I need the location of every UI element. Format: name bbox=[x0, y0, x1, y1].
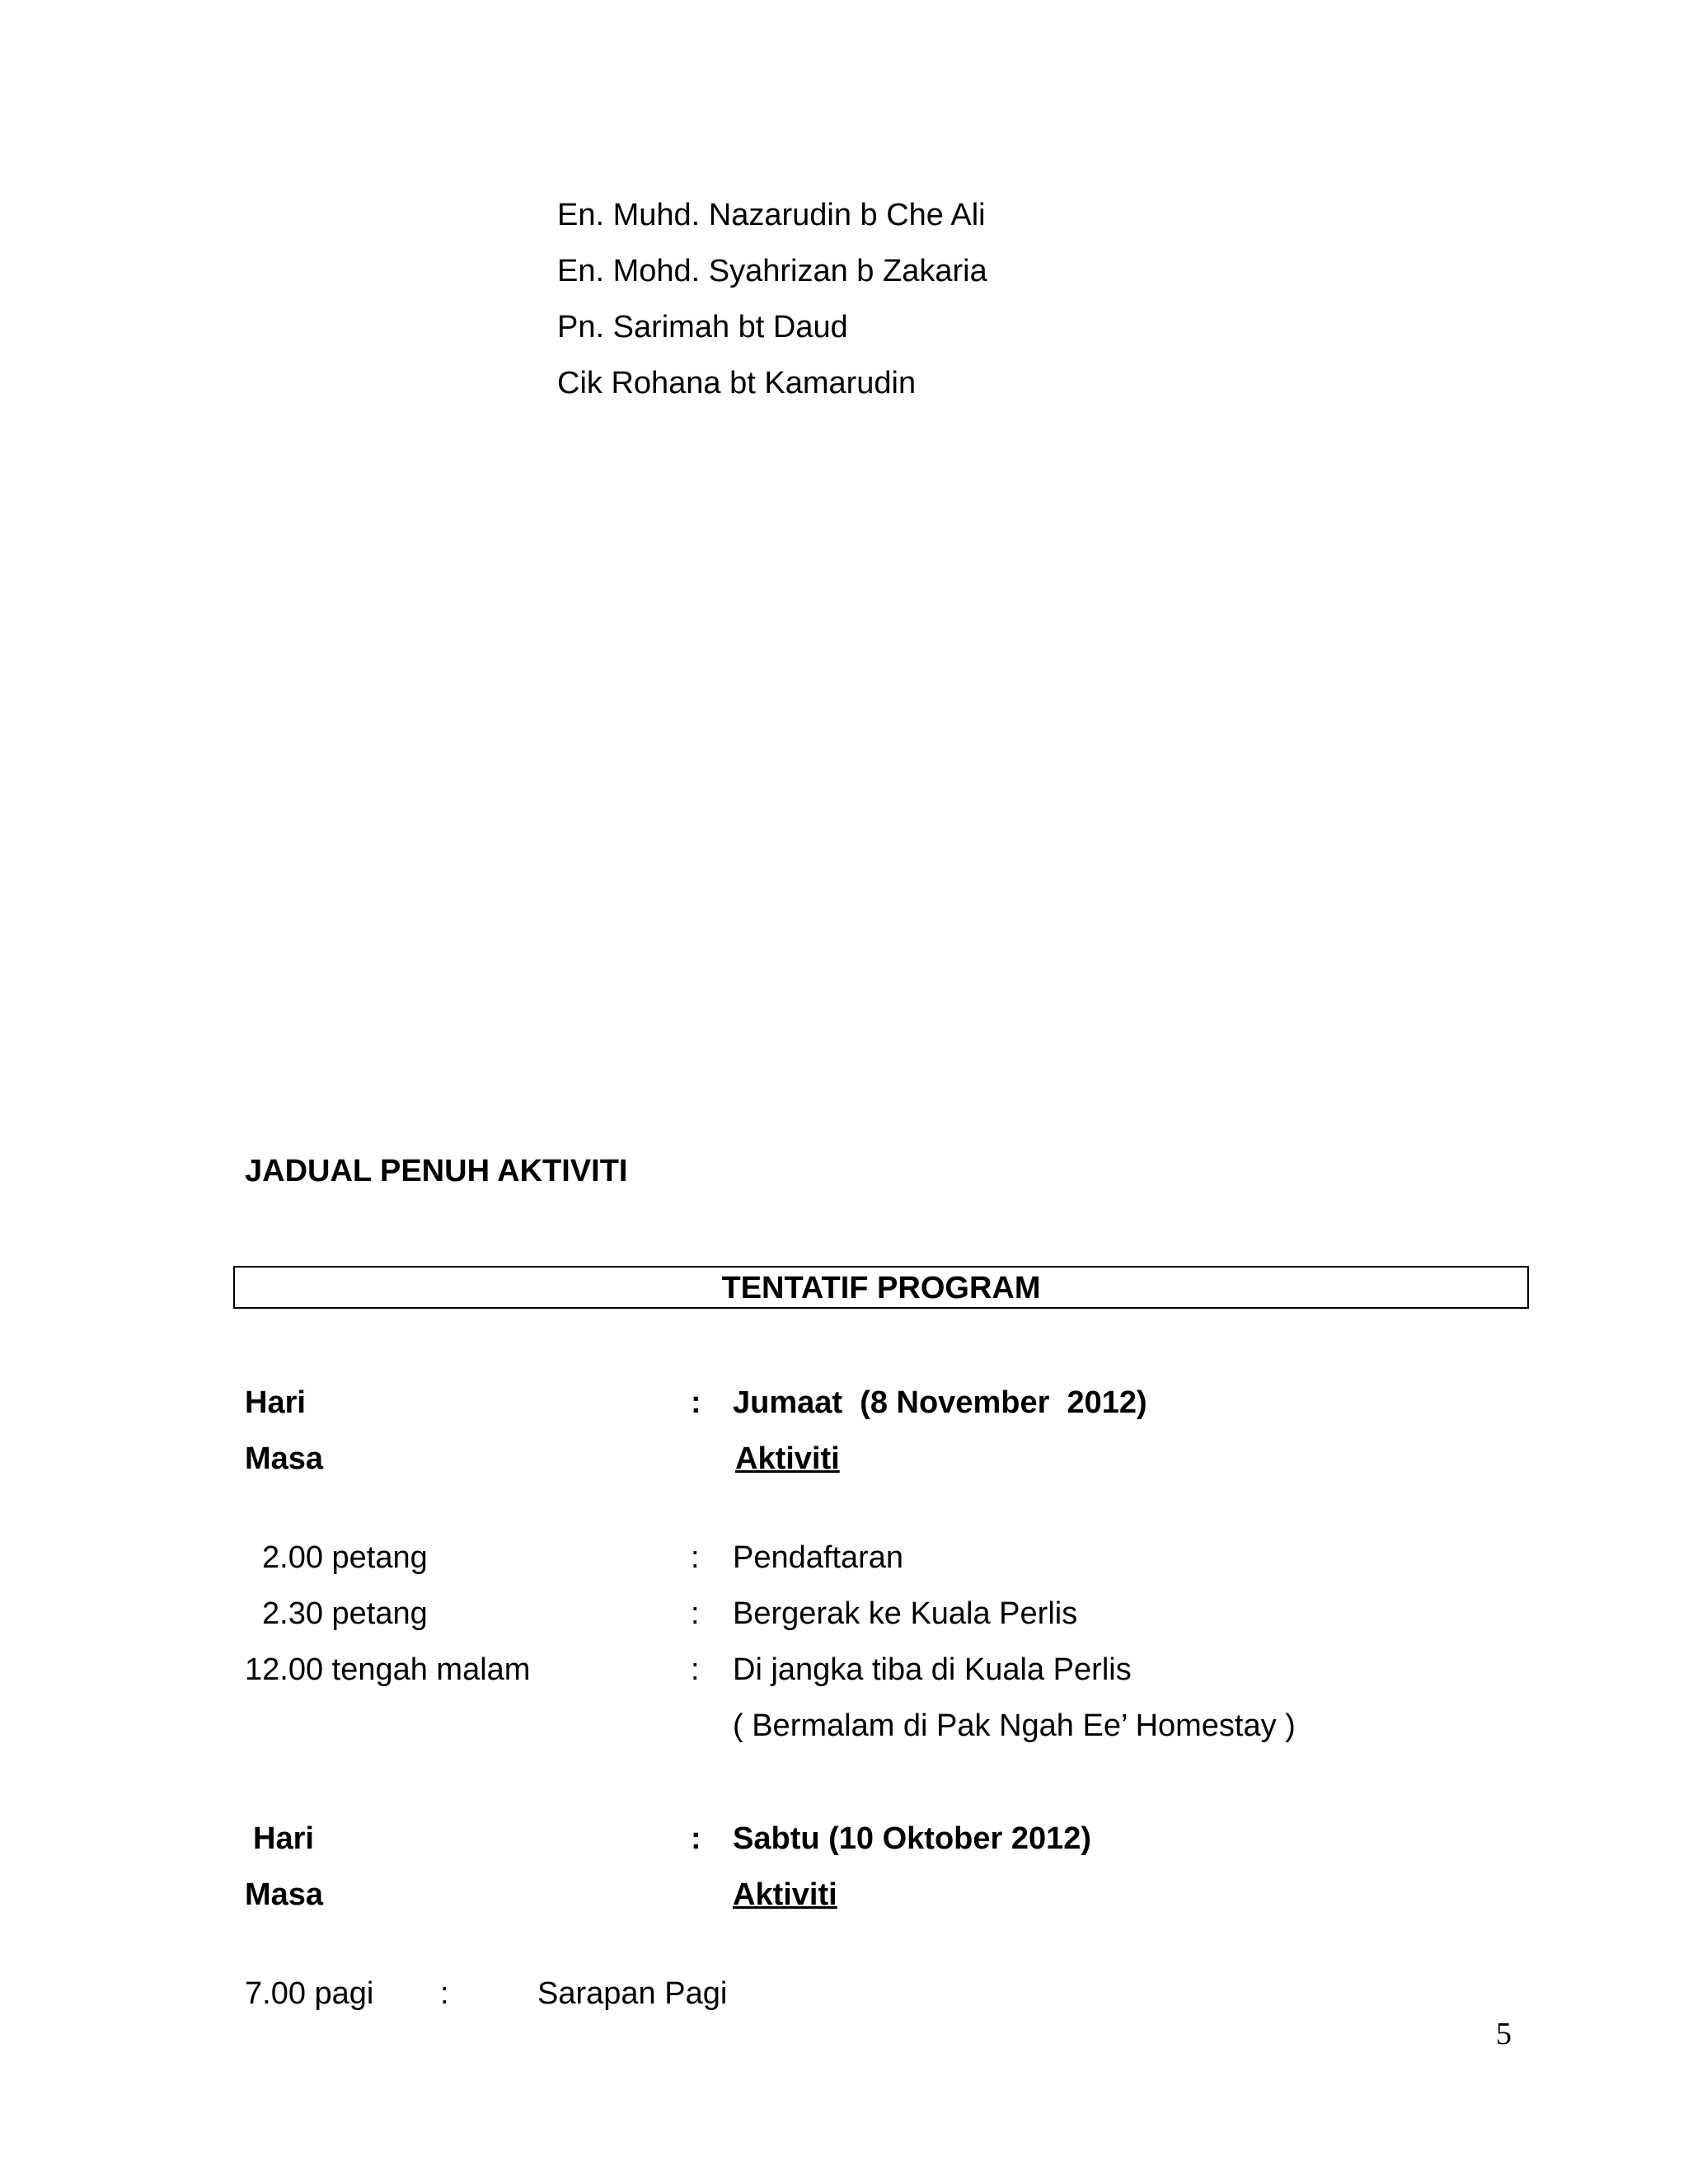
schedule-note: ( Bermalam di Pak Ngah Ee’ Homestay ) bbox=[733, 1708, 1296, 1743]
schedule-colon: : bbox=[691, 1596, 700, 1631]
schedule-activity: Pendaftaran bbox=[733, 1540, 904, 1575]
committee-member: Pn. Sarimah bt Daud bbox=[557, 310, 848, 344]
schedule-colon: : bbox=[440, 1976, 449, 2011]
schedule-activity: Di jangka tiba di Kuala Perlis bbox=[733, 1652, 1132, 1687]
aktiviti-label: Aktiviti bbox=[733, 1877, 837, 1912]
committee-member: En. Mohd. Syahrizan b Zakaria bbox=[557, 254, 987, 288]
schedule-time: 2.30 petang bbox=[262, 1596, 428, 1631]
hari-value: Sabtu (10 Oktober 2012) bbox=[733, 1821, 1092, 1856]
page-number: 5 bbox=[1496, 2017, 1512, 2051]
schedule-time: 7.00 pagi bbox=[245, 1976, 374, 2011]
masa-label: Masa bbox=[245, 1877, 324, 1912]
section-title: JADUAL PENUH AKTIVITI bbox=[245, 1154, 628, 1188]
schedule-time: 2.00 petang bbox=[262, 1540, 428, 1575]
aktiviti-label: Aktiviti bbox=[735, 1441, 840, 1476]
schedule-time: 12.00 tengah malam bbox=[245, 1652, 531, 1687]
hari-label: Hari bbox=[245, 1385, 306, 1420]
hari-colon: : bbox=[691, 1821, 701, 1856]
schedule-activity: Sarapan Pagi bbox=[537, 1976, 728, 2011]
hari-colon: : bbox=[691, 1385, 701, 1420]
hari-value: Jumaat (8 November 2012) bbox=[733, 1385, 1147, 1420]
program-title-box bbox=[233, 1266, 1529, 1309]
committee-member: En. Muhd. Nazarudin b Che Ali bbox=[557, 198, 986, 232]
schedule-colon: : bbox=[691, 1540, 700, 1575]
masa-label: Masa bbox=[245, 1441, 324, 1476]
schedule-activity: Bergerak ke Kuala Perlis bbox=[733, 1596, 1078, 1631]
program-title: TENTATIF PROGRAM bbox=[721, 1271, 1041, 1305]
hari-label: Hari bbox=[253, 1821, 314, 1856]
schedule-colon: : bbox=[691, 1652, 700, 1687]
committee-member: Cik Rohana bt Kamarudin bbox=[557, 366, 917, 401]
